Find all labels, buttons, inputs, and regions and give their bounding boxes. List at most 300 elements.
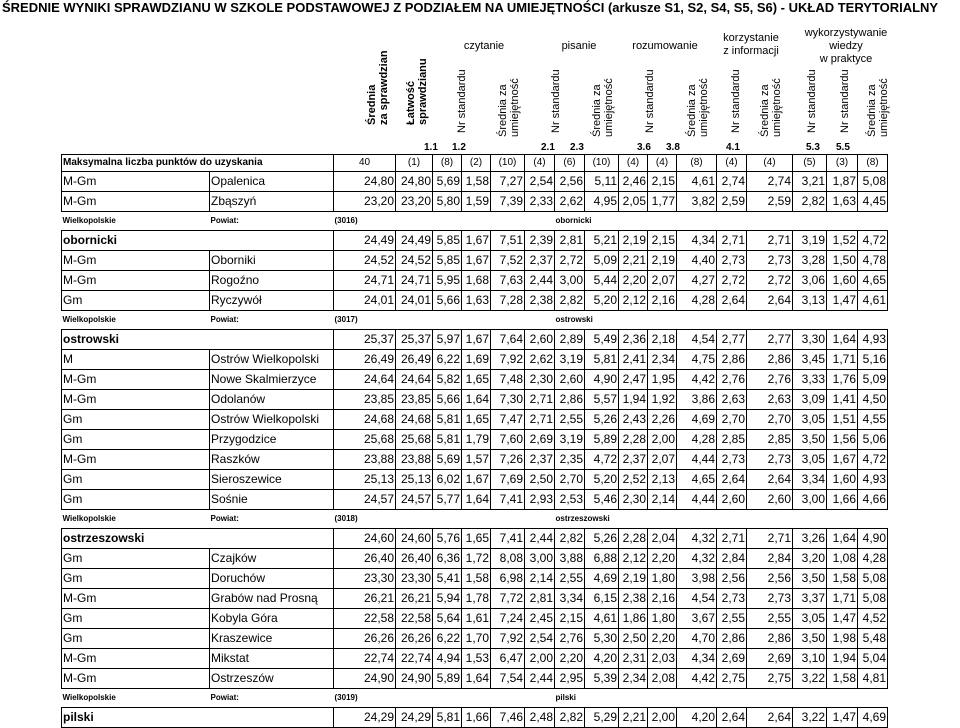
value-cell: 5,81 <box>433 708 462 728</box>
value-cell: 24,60 <box>334 529 396 549</box>
value-cell: 5,80 <box>433 192 462 212</box>
value-cell: 25,68 <box>334 430 396 450</box>
value-cell: 26,21 <box>396 589 433 609</box>
value-cell: 4,27 <box>677 271 717 291</box>
value-cell: 1,58 <box>827 569 858 589</box>
unit-name: Oborniki <box>210 251 334 271</box>
unit-name: Sieroszewice <box>210 470 334 490</box>
value-cell: 4,28 <box>677 291 717 311</box>
value-cell: 7,60 <box>491 430 525 450</box>
value-cell: 2,77 <box>717 330 747 350</box>
max-points-cell: (8) <box>858 155 888 172</box>
value-cell: 26,49 <box>396 350 433 370</box>
value-cell: 22,58 <box>334 609 396 629</box>
value-cell: 7,64 <box>491 330 525 350</box>
value-cell: 2,37 <box>525 450 555 470</box>
value-cell: 7,24 <box>491 609 525 629</box>
value-cell: 2,86 <box>747 350 793 370</box>
value-cell: 3,19 <box>555 350 585 370</box>
value-cell: 2,84 <box>747 549 793 569</box>
powiat-name: obornicki <box>555 216 592 225</box>
value-cell: 23,88 <box>334 450 396 470</box>
value-cell: 4,34 <box>677 231 717 251</box>
value-cell: 26,40 <box>334 549 396 569</box>
value-cell: 5,41 <box>433 569 462 589</box>
value-cell: 24,71 <box>334 271 396 291</box>
unit-type: M-Gm <box>62 589 210 609</box>
powiat-summary-name: ostrowski <box>62 330 334 350</box>
value-cell: 2,85 <box>717 430 747 450</box>
value-cell: 6,47 <box>491 649 525 669</box>
value-cell: 2,20 <box>555 649 585 669</box>
value-cell: 1,67 <box>827 450 858 470</box>
value-cell: 2,71 <box>747 231 793 251</box>
value-cell: 5,20 <box>585 470 619 490</box>
value-cell: 6,02 <box>433 470 462 490</box>
value-cell: 1,50 <box>827 251 858 271</box>
table-row <box>62 649 888 669</box>
value-cell: 4,32 <box>677 529 717 549</box>
value-cell: 2,54 <box>525 629 555 649</box>
value-cell: 3,37 <box>793 589 827 609</box>
value-cell: 1,65 <box>462 410 491 430</box>
value-cell: 24,64 <box>334 370 396 390</box>
value-cell: 5,46 <box>585 490 619 510</box>
value-cell: 4,90 <box>858 529 888 549</box>
value-cell: 25,13 <box>334 470 396 490</box>
value-cell: 3,06 <box>793 271 827 291</box>
table-row <box>62 490 888 510</box>
results-table <box>61 154 888 728</box>
value-cell: 1,65 <box>462 370 491 390</box>
value-cell: 24,80 <box>396 172 433 192</box>
table-row <box>62 410 888 430</box>
value-cell: 2,73 <box>747 251 793 271</box>
unit-type: M-Gm <box>62 450 210 470</box>
unit-name: Kraszewice <box>210 629 334 649</box>
value-cell: 24,80 <box>334 172 396 192</box>
powiat-label: Powiat: <box>210 315 239 324</box>
value-cell: 2,03 <box>648 649 677 669</box>
value-cell: 2,38 <box>619 589 648 609</box>
value-cell: 4,32 <box>677 549 717 569</box>
value-cell: 24,52 <box>396 251 433 271</box>
unit-type: M-Gm <box>62 669 210 689</box>
value-cell: 4,45 <box>858 192 888 212</box>
table-row <box>62 549 888 569</box>
value-cell: 26,40 <box>396 549 433 569</box>
value-cell: 2,53 <box>555 490 585 510</box>
value-cell: 23,85 <box>396 390 433 410</box>
unit-name: Mikstat <box>210 649 334 669</box>
value-cell: 2,75 <box>747 669 793 689</box>
value-cell: 7,41 <box>491 529 525 549</box>
value-cell: 3,50 <box>793 430 827 450</box>
value-cell: 6,15 <box>585 589 619 609</box>
value-cell: 2,28 <box>619 529 648 549</box>
value-cell: 2,21 <box>619 708 648 728</box>
table-row <box>62 569 888 589</box>
value-cell: 5,81 <box>433 410 462 430</box>
value-cell: 23,85 <box>334 390 396 410</box>
value-cell: 5,89 <box>585 430 619 450</box>
region-name: Wielkopolskie <box>62 693 116 702</box>
value-cell: 4,44 <box>677 450 717 470</box>
value-cell: 1,87 <box>827 172 858 192</box>
value-cell: 1,57 <box>462 450 491 470</box>
value-cell: 3,00 <box>525 549 555 569</box>
value-cell: 2,19 <box>619 231 648 251</box>
table-row <box>62 589 888 609</box>
value-cell: 1,47 <box>827 291 858 311</box>
value-cell: 2,16 <box>648 589 677 609</box>
value-cell: 5,11 <box>585 172 619 192</box>
value-cell: 24,52 <box>334 251 396 271</box>
value-cell: 5,85 <box>433 231 462 251</box>
value-cell: 24,57 <box>334 490 396 510</box>
value-cell: 5,48 <box>858 629 888 649</box>
value-cell: 2,13 <box>648 470 677 490</box>
value-cell: 6,88 <box>585 549 619 569</box>
powiat-code: (3019) <box>334 693 358 702</box>
value-cell: 3,98 <box>677 569 717 589</box>
value-cell: 3,33 <box>793 370 827 390</box>
value-cell: 24,68 <box>396 410 433 430</box>
value-cell: 4,54 <box>677 589 717 609</box>
table-row <box>62 390 888 410</box>
unit-type: Gm <box>62 291 210 311</box>
value-cell: 3,00 <box>555 271 585 291</box>
value-cell: 1,95 <box>648 370 677 390</box>
value-cell: 1,69 <box>462 350 491 370</box>
value-cell: 1,64 <box>462 490 491 510</box>
unit-name: Opalenica <box>210 172 334 192</box>
value-cell: 2,73 <box>747 450 793 470</box>
value-cell: 4,52 <box>858 609 888 629</box>
powiat-summary-name: pilski <box>62 708 334 728</box>
value-cell: 4,50 <box>858 390 888 410</box>
value-cell: 3,67 <box>677 609 717 629</box>
value-cell: 5,26 <box>585 410 619 430</box>
max-points-cell: (6) <box>555 155 585 172</box>
standard-number: 1.1 <box>424 142 438 153</box>
powiat-summary-row <box>62 330 888 350</box>
value-cell: 2,73 <box>717 589 747 609</box>
value-cell: 4,78 <box>858 251 888 271</box>
value-cell: 2,52 <box>619 470 648 490</box>
table-row <box>62 291 888 311</box>
value-cell: 2,71 <box>717 231 747 251</box>
value-cell: 3,05 <box>793 410 827 430</box>
value-cell: 2,69 <box>525 430 555 450</box>
value-cell: 3,28 <box>793 251 827 271</box>
value-cell: 23,20 <box>396 192 433 212</box>
value-cell: 6,36 <box>433 549 462 569</box>
unit-name: Doruchów <box>210 569 334 589</box>
value-cell: 2,34 <box>648 350 677 370</box>
value-cell: 4,66 <box>858 490 888 510</box>
value-cell: 4,95 <box>585 192 619 212</box>
value-cell: 4,90 <box>585 370 619 390</box>
value-cell: 5,81 <box>433 430 462 450</box>
value-cell: 3,82 <box>677 192 717 212</box>
value-cell: 1,47 <box>827 609 858 629</box>
value-cell: 2,64 <box>747 291 793 311</box>
value-cell: 2,30 <box>619 490 648 510</box>
value-cell: 5,64 <box>433 609 462 629</box>
value-cell: 1,58 <box>462 172 491 192</box>
value-cell: 1,60 <box>827 271 858 291</box>
value-cell: 5,09 <box>858 370 888 390</box>
value-cell: 7,30 <box>491 390 525 410</box>
value-cell: 3,30 <box>793 330 827 350</box>
value-cell: 2,64 <box>747 470 793 490</box>
value-cell: 24,29 <box>396 708 433 728</box>
value-cell: 4,65 <box>677 470 717 490</box>
unit-name: Ostrów Wielkopolski <box>210 410 334 430</box>
standard-number: 5.3 <box>806 142 820 153</box>
value-cell: 3,19 <box>793 231 827 251</box>
unit-type: M-Gm <box>62 370 210 390</box>
value-cell: 4,28 <box>677 430 717 450</box>
value-cell: 2,82 <box>793 192 827 212</box>
standard-number: 3.8 <box>666 142 680 153</box>
value-cell: 2,60 <box>555 370 585 390</box>
value-cell: 4,61 <box>858 291 888 311</box>
value-cell: 5,08 <box>858 589 888 609</box>
table-row <box>62 609 888 629</box>
unit-type: M-Gm <box>62 271 210 291</box>
value-cell: 3,22 <box>793 669 827 689</box>
region-name: Wielkopolskie <box>62 315 116 324</box>
value-cell: 2,07 <box>648 450 677 470</box>
value-cell: 5,95 <box>433 271 462 291</box>
value-cell: 1,80 <box>648 609 677 629</box>
unit-name: Przygodzice <box>210 430 334 450</box>
unit-name: Ryczywół <box>210 291 334 311</box>
standard-number: 5.5 <box>836 142 850 153</box>
max-points-cell: (2) <box>462 155 491 172</box>
value-cell: 2,50 <box>619 629 648 649</box>
value-cell: 1,66 <box>462 708 491 728</box>
unit-name: Nowe Skalmierzyce <box>210 370 334 390</box>
value-cell: 25,68 <box>396 430 433 450</box>
value-cell: 3,05 <box>793 609 827 629</box>
value-cell: 1,72 <box>462 549 491 569</box>
value-cell: 3,34 <box>793 470 827 490</box>
value-cell: 4,61 <box>677 172 717 192</box>
unit-type: Gm <box>62 490 210 510</box>
max-points-cell: (8) <box>677 155 717 172</box>
value-cell: 24,49 <box>396 231 433 251</box>
value-cell: 24,71 <box>396 271 433 291</box>
unit-name: Ostrzeszów <box>210 669 334 689</box>
value-cell: 2,70 <box>747 410 793 430</box>
group-reading: czytanie <box>463 40 505 52</box>
value-cell: 5,66 <box>433 291 462 311</box>
powiat-header <box>62 510 888 529</box>
value-cell: 2,64 <box>717 708 747 728</box>
value-cell: 3,13 <box>793 291 827 311</box>
value-cell: 24,90 <box>396 669 433 689</box>
value-cell: 5,26 <box>585 529 619 549</box>
max-points-cell: 40 <box>334 155 396 172</box>
value-cell: 4,69 <box>858 708 888 728</box>
value-cell: 6,22 <box>433 350 462 370</box>
value-cell: 1,08 <box>827 549 858 569</box>
value-cell: 2,71 <box>717 529 747 549</box>
table-row <box>62 629 888 649</box>
value-cell: 1,98 <box>827 629 858 649</box>
powiat-label: Powiat: <box>210 514 239 523</box>
powiat-summary-row <box>62 231 888 251</box>
value-cell: 26,26 <box>396 629 433 649</box>
value-cell: 3,26 <box>793 529 827 549</box>
value-cell: 2,20 <box>648 549 677 569</box>
value-cell: 2,71 <box>525 410 555 430</box>
value-cell: 3,00 <box>793 490 827 510</box>
value-cell: 5,08 <box>858 172 888 192</box>
value-cell: 4,93 <box>858 470 888 490</box>
unit-name: Raszków <box>210 450 334 470</box>
value-cell: 2,73 <box>747 589 793 609</box>
value-cell: 2,04 <box>648 529 677 549</box>
max-points-cell: (8) <box>433 155 462 172</box>
value-cell: 5,82 <box>433 370 462 390</box>
value-cell: 2,60 <box>525 330 555 350</box>
value-cell: 4,42 <box>677 669 717 689</box>
value-cell: 2,37 <box>525 251 555 271</box>
value-cell: 5,69 <box>433 172 462 192</box>
value-cell: 1,66 <box>827 490 858 510</box>
max-points-row <box>62 155 888 172</box>
value-cell: 5,94 <box>433 589 462 609</box>
group-practice: wykorzystywanie wiedzy w praktyce <box>804 27 888 65</box>
max-points-cell: (5) <box>793 155 827 172</box>
value-cell: 2,00 <box>648 708 677 728</box>
standard-number: 2.3 <box>570 142 584 153</box>
powiat-summary-name: ostrzeszowski <box>62 529 334 549</box>
value-cell: 7,52 <box>491 251 525 271</box>
value-cell: 4,94 <box>433 649 462 669</box>
value-cell: 25,37 <box>396 330 433 350</box>
value-cell: 2,73 <box>717 450 747 470</box>
value-cell: 2,20 <box>619 271 648 291</box>
standard-number: 1.2 <box>452 142 466 153</box>
value-cell: 1,64 <box>462 390 491 410</box>
powiat-summary-row <box>62 708 888 728</box>
table-row <box>62 450 888 470</box>
value-cell: 2,72 <box>747 271 793 291</box>
value-cell: 2,43 <box>619 410 648 430</box>
unit-name: Grabów nad Prosną <box>210 589 334 609</box>
value-cell: 2,85 <box>747 430 793 450</box>
value-cell: 3,86 <box>677 390 717 410</box>
value-cell: 1,71 <box>827 350 858 370</box>
value-cell: 7,39 <box>491 192 525 212</box>
value-cell: 2,72 <box>717 271 747 291</box>
powiat-label: Powiat: <box>210 216 239 225</box>
value-cell: 2,71 <box>747 529 793 549</box>
value-cell: 7,92 <box>491 350 525 370</box>
value-cell: 2,34 <box>619 669 648 689</box>
value-cell: 4,69 <box>585 569 619 589</box>
unit-type: Gm <box>62 569 210 589</box>
value-cell: 7,48 <box>491 370 525 390</box>
value-cell: 7,72 <box>491 589 525 609</box>
value-cell: 2,31 <box>619 649 648 669</box>
value-cell: 22,58 <box>396 609 433 629</box>
value-cell: 24,64 <box>396 370 433 390</box>
value-cell: 2,59 <box>717 192 747 212</box>
max-points-cell: (10) <box>491 155 525 172</box>
value-cell: 26,49 <box>334 350 396 370</box>
value-cell: 2,07 <box>648 271 677 291</box>
value-cell: 4,34 <box>677 649 717 669</box>
value-cell: 2,82 <box>555 708 585 728</box>
value-cell: 7,41 <box>491 490 525 510</box>
value-cell: 2,72 <box>555 251 585 271</box>
value-cell: 2,60 <box>717 490 747 510</box>
value-cell: 5,49 <box>585 330 619 350</box>
value-cell: 3,05 <box>793 450 827 470</box>
value-cell: 2,12 <box>619 549 648 569</box>
value-cell: 1,41 <box>827 390 858 410</box>
max-points-cell: (4) <box>747 155 793 172</box>
value-cell: 2,74 <box>717 172 747 192</box>
value-cell: 2,33 <box>525 192 555 212</box>
value-cell: 24,68 <box>334 410 396 430</box>
value-cell: 2,86 <box>717 350 747 370</box>
value-cell: 4,75 <box>677 350 717 370</box>
max-points-cell: (4) <box>619 155 648 172</box>
value-cell: 5,77 <box>433 490 462 510</box>
value-cell: 5,06 <box>858 430 888 450</box>
value-cell: 2,16 <box>648 291 677 311</box>
value-cell: 2,71 <box>525 390 555 410</box>
value-cell: 1,79 <box>462 430 491 450</box>
value-cell: 2,69 <box>717 649 747 669</box>
value-cell: 2,64 <box>747 708 793 728</box>
value-cell: 2,60 <box>747 490 793 510</box>
value-cell: 22,74 <box>396 649 433 669</box>
value-cell: 2,86 <box>555 390 585 410</box>
value-cell: 2,82 <box>555 529 585 549</box>
value-cell: 5,69 <box>433 450 462 470</box>
value-cell: 2,20 <box>648 629 677 649</box>
value-cell: 2,55 <box>747 609 793 629</box>
value-cell: 2,69 <box>747 649 793 669</box>
value-cell: 2,55 <box>555 569 585 589</box>
value-cell: 4,54 <box>677 330 717 350</box>
powiat-header <box>62 689 888 708</box>
value-cell: 2,15 <box>648 172 677 192</box>
value-cell: 4,93 <box>858 330 888 350</box>
unit-name: Kobyla Góra <box>210 609 334 629</box>
value-cell: 7,63 <box>491 271 525 291</box>
value-cell: 5,20 <box>585 291 619 311</box>
value-cell: 1,64 <box>827 330 858 350</box>
max-points-cell: (10) <box>585 155 619 172</box>
unit-name: Ostrów Wielkopolski <box>210 350 334 370</box>
value-cell: 1,63 <box>462 291 491 311</box>
value-cell: 1,92 <box>648 390 677 410</box>
value-cell: 2,08 <box>648 669 677 689</box>
max-points-label: Maksymalna liczba punktów do uzyskania <box>62 155 334 172</box>
value-cell: 2,05 <box>619 192 648 212</box>
value-cell: 2,56 <box>555 172 585 192</box>
unit-type: M-Gm <box>62 251 210 271</box>
